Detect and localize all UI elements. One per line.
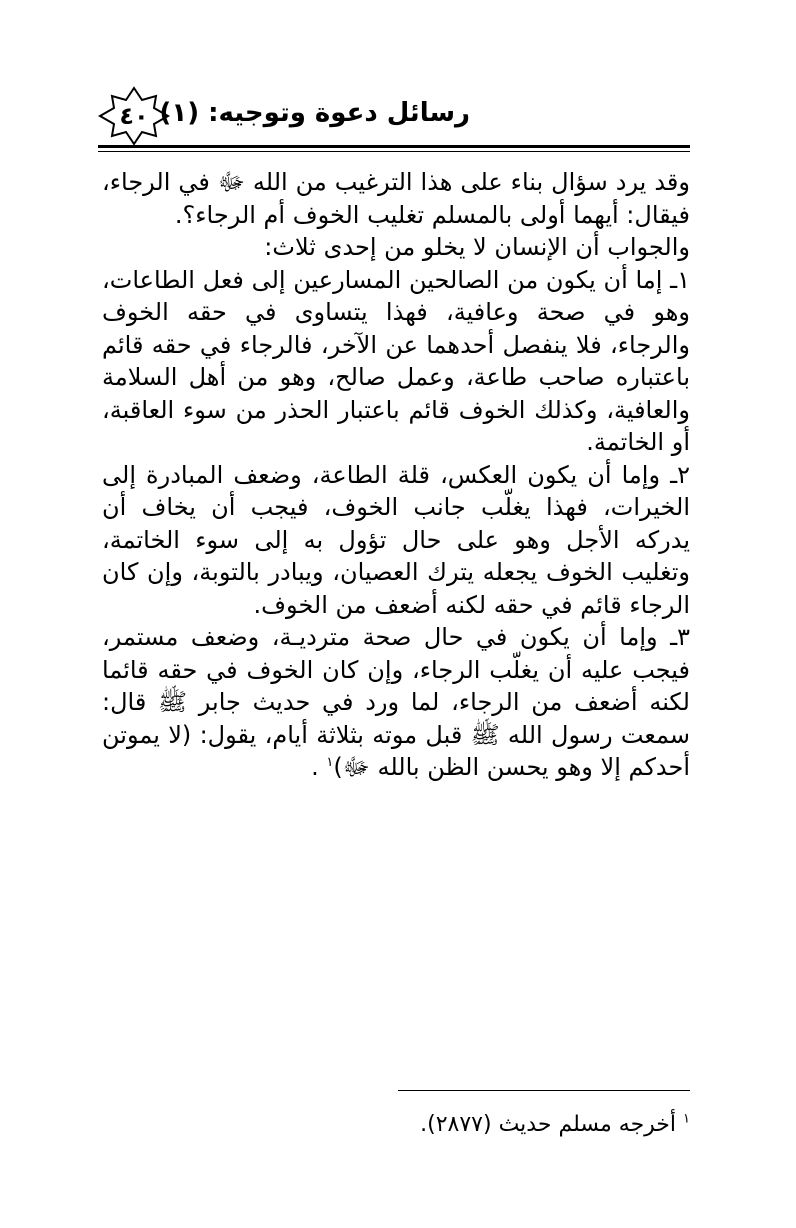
paragraph-case-3-text: ٣ـ وإما أن يكون في حال صحة مترديـة، وضعف مستمر، فيجب عليه أن يغلّب الرجاء، وإن كان الخوف في حقه قائما لكنه أضعف من الرجاء، لما ورد في حديث جابر ﷺ قال: سمعت رسول الله ﷺ قبل موته بثلاثة أيام، يقول: (لا يموتن أحدكم إلا وهو يحسن الظن بالله ﷻ)	[102, 623, 690, 781]
footnote	[300, 1110, 690, 1140]
paragraph-question: وقد يرد سؤال بناء على هذا الترغيب من الله ﷻ في الرجاء، فيقال: أيهما أولى بالمسلم تغليب الخوف أم الرجاء؟.	[102, 168, 690, 229]
paragraph-case-2: ٢ـ وإما أن يكون العكس، قلة الطاعة، وضعف المبادرة إلى الخيرات، فهذا يغلّب جانب الخوف، فيجب أن يخاف أن يدركه الأجل وهو على حال تؤول به إلى سوء الخاتمة، وتغليب الخوف يجعله يترك العصيان، ويبادر بالتوبة، وإن كان الرجاء قائم في حقه لكنه أضعف من الخوف.	[102, 460, 690, 619]
page-header	[98, 86, 690, 146]
header-rule-thin	[98, 151, 690, 152]
paragraph-case-1: ١ـ إما أن يكون من الصالحين المسارعين إلى فعل الطاعات، وهو في صحة وعافية، فهذا يتساوى في حقه الخوف والرجاء، فلا ينفصل أحدهما عن الآخر، فالرجاء في حقه قائم باعتباره صاحب طاعة، وعمل صالح، وهو من أهل السلامة والعافية، وكذلك الخوف قائم باعتبار الحذر من سوء العاقبة، أو الخاتمة.	[102, 265, 690, 456]
paragraph-answer-intro: والجواب أن الإنسان لا يخلو من إحدى ثلاث:	[264, 233, 690, 261]
footnote-reference: ١	[326, 755, 334, 770]
footnote-separator	[398, 1090, 690, 1091]
body-text	[102, 166, 690, 784]
page-number: ٤٠	[119, 102, 149, 130]
footnote-text: أخرجه مسلم حديث (٢٨٧٧).	[420, 1112, 677, 1137]
header-rule-thick	[98, 145, 690, 148]
paragraph-case-3	[102, 621, 690, 784]
footnote-marker: ١	[683, 1111, 690, 1127]
book-title: رسائل دعوة وتوجيه: (١)	[159, 98, 470, 128]
final-period: .	[311, 753, 319, 781]
